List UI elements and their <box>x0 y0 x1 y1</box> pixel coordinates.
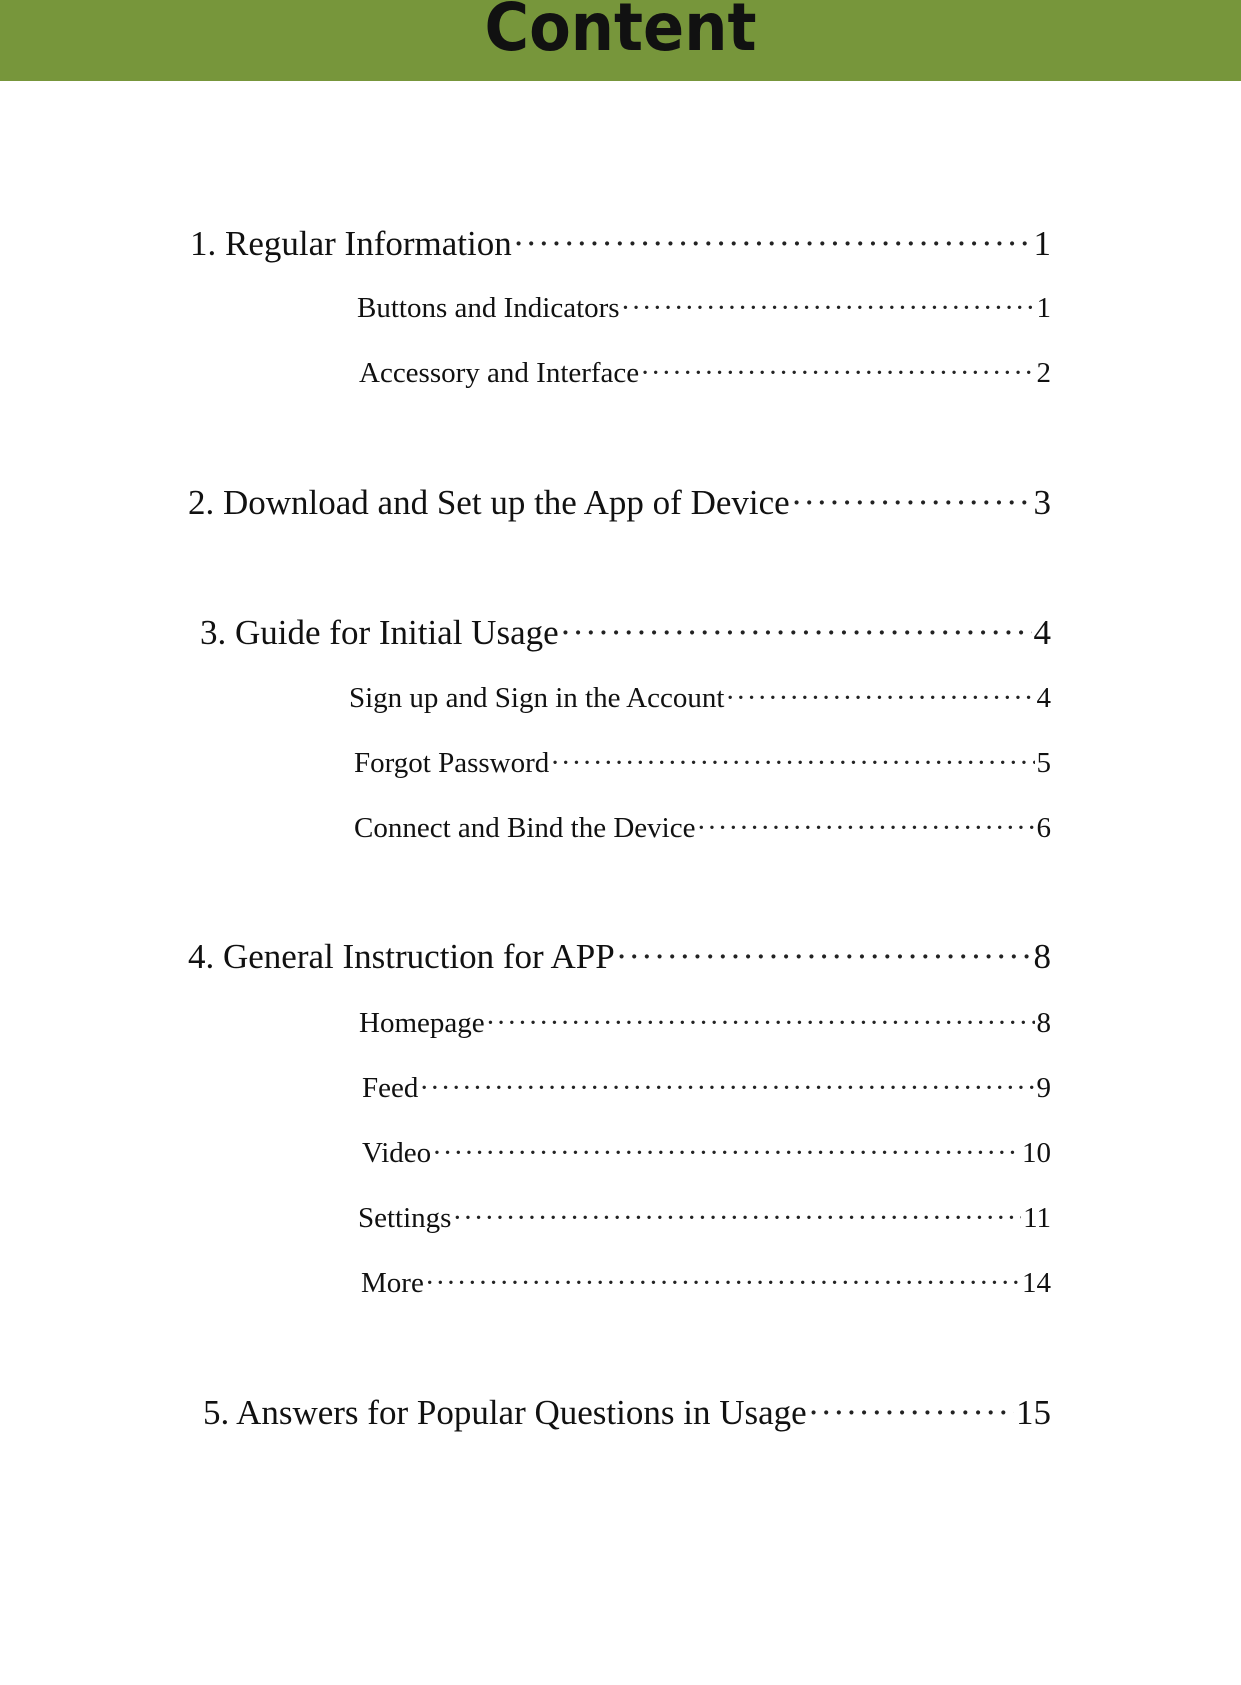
dot-leader <box>640 357 1034 390</box>
toc-section-label: 2. Download and Set up the App of Device <box>188 483 790 522</box>
toc-page-number: 5 <box>1036 747 1051 779</box>
toc-subsection-more[interactable] <box>361 1267 1051 1300</box>
dot-leader <box>550 747 1034 780</box>
toc-page-number: 1 <box>1033 224 1051 263</box>
toc-subsection-label: Sign up and Sign in the Account <box>349 682 725 714</box>
toc-page-number: 11 <box>1023 1202 1051 1234</box>
toc-page-number: 15 <box>1016 1393 1051 1432</box>
toc-subsection-label: Connect and Bind the Device <box>354 812 696 844</box>
toc-subsection-connect-and-bind[interactable] <box>354 812 1051 845</box>
toc-section-3[interactable] <box>200 613 1051 653</box>
toc-subsection-settings[interactable] <box>358 1202 1051 1235</box>
toc-subsection-label: Feed <box>362 1072 419 1104</box>
toc-section-label: 5. Answers for Popular Questions in Usage <box>203 1393 807 1432</box>
dot-leader <box>452 1202 1021 1235</box>
toc-section-label: 1. Regular Information <box>190 224 512 263</box>
dot-leader <box>791 483 1032 523</box>
toc-page-number: 4 <box>1033 613 1051 652</box>
toc-page-number: 6 <box>1036 812 1051 844</box>
toc-page-number: 3 <box>1033 483 1051 522</box>
header-band <box>0 0 1241 81</box>
dot-leader <box>725 682 1034 715</box>
toc-subsection-label: Homepage <box>359 1007 485 1039</box>
dot-leader <box>425 1267 1020 1300</box>
dot-leader <box>513 224 1032 264</box>
toc-subsection-label: More <box>361 1267 424 1299</box>
toc-page-number: 8 <box>1036 1007 1051 1039</box>
dot-leader <box>560 613 1032 653</box>
dot-leader <box>486 1007 1035 1040</box>
toc-subsection-feed[interactable] <box>362 1072 1051 1105</box>
toc-section-5[interactable] <box>203 1393 1051 1433</box>
dot-leader <box>432 1137 1020 1170</box>
toc-section-4[interactable] <box>188 937 1051 977</box>
toc-section-1[interactable] <box>190 224 1051 264</box>
toc-subsection-accessory-and-interface[interactable] <box>359 357 1051 390</box>
dot-leader <box>419 1072 1034 1105</box>
toc-subsection-label: Video <box>362 1137 432 1169</box>
dot-leader <box>696 812 1034 845</box>
toc-section-label: 4. General Instruction for APP <box>188 937 615 976</box>
toc-subsection-label: Accessory and Interface <box>359 357 640 389</box>
toc-subsection-forgot-password[interactable] <box>354 747 1051 780</box>
page-title: Content <box>484 0 757 66</box>
toc-page-number: 4 <box>1036 682 1051 714</box>
toc-page-number: 8 <box>1033 937 1051 976</box>
toc-section-label: 3. Guide for Initial Usage <box>200 613 559 652</box>
toc-subsection-label: Buttons and Indicators <box>357 292 620 324</box>
toc-page-number: 1 <box>1036 292 1051 324</box>
dot-leader <box>808 1393 1014 1433</box>
toc-section-2[interactable] <box>188 483 1051 523</box>
toc-subsection-video[interactable] <box>362 1137 1051 1170</box>
toc-subsection-label: Settings <box>358 1202 452 1234</box>
toc-subsection-homepage[interactable] <box>359 1007 1051 1040</box>
toc-subsection-label: Forgot Password <box>354 747 550 779</box>
toc-page-number: 14 <box>1022 1267 1051 1299</box>
toc-page-number: 9 <box>1036 1072 1051 1104</box>
toc-subsection-buttons-and-indicators[interactable] <box>357 292 1051 325</box>
toc-page-number: 2 <box>1036 357 1051 389</box>
dot-leader <box>621 292 1035 325</box>
toc-page-number: 10 <box>1022 1137 1051 1169</box>
toc-subsection-sign-up-and-sign-in[interactable] <box>349 682 1051 715</box>
dot-leader <box>616 937 1032 977</box>
